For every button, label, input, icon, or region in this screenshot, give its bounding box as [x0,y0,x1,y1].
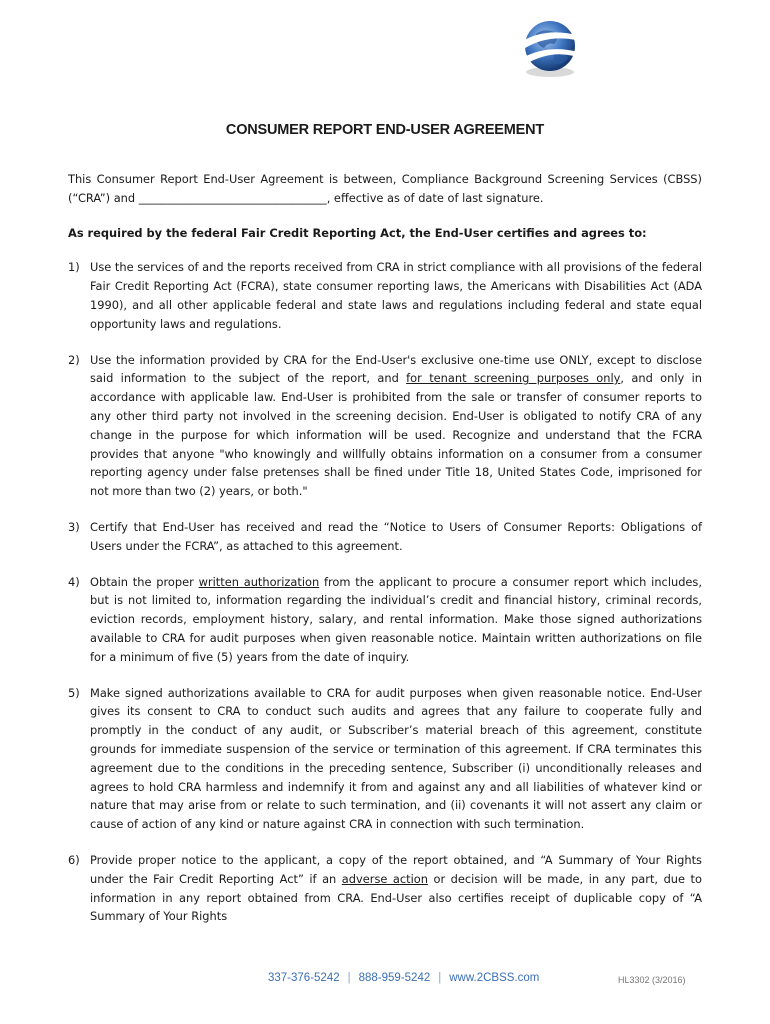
intro-paragraph: This Consumer Report End-User Agreement is between, Compliance Background Screening Services (CBSS) (“CRA”) and _________________________________, effective as of date of last signature. [68,172,702,205]
underlined-phrase: adverse action [341,871,428,886]
agreement-body [68,170,702,943]
item-text-part: Obtain the proper [90,574,199,589]
underlined-phrase: written authorization [198,574,320,589]
list-item [68,573,702,667]
list-item [68,684,702,834]
lead-statement: As required by the federal Fair Credit Reporting Act, the End-User certifies and agrees to: [68,225,647,240]
item-number: 4) [68,574,80,589]
list-item [68,851,702,926]
form-code: HL3302 (3/2016) [618,975,686,985]
document-title: CONSUMER REPORT END-USER AGREEMENT [225,122,545,138]
item-text [90,351,702,501]
website-link[interactable]: www.2CBSS.com [449,972,540,984]
item-text [90,573,702,667]
company-logo [514,14,714,82]
underlined-phrase: for tenant screening purposes only [406,371,621,386]
footer-separator: | [438,972,442,984]
item-text-part: from the applicant to procure a consumer report which includes, but is not limited to, information regarding the individual’s credit and financial history, criminal records, eviction records, employment history, salary, and rental information. Make those signed authorizations available to CRA for audit purposes when given reasonable notice. Maintain written authorizations on file for a minimum of five (5) years from the date of inquiry. [90,574,702,664]
item-text: Make signed authorizations available to CRA for audit purposes when given reasonable notice. End-User gives its consent to CRA to conduct such audits and agrees that any failure to cooperate fully and promptly in the conduct of any audit, or Subscriber’s material breach of this agreement, constitute grounds for immediate suspension of the service or termination of this agreement. If CRA terminates this agreement due to the conditions in the preceding sentence, Subscriber (i) unconditionally releases and agrees to hold CRA harmless and indemnify it from and against any and all liabilities of whatever kind or nature that may arise from or relate to such termination, and (ii) covenants it will not assert any claim or cause of action of any kind or nature against CRA in connection with such termination. [90,685,702,832]
footer-separator: | [347,972,351,984]
list-item [68,518,702,556]
list-item [68,351,702,501]
phone-number-2[interactable]: 888-959-5242 [358,972,431,984]
item-text-part: , and only in accordance with applicable law. End-User is prohibited from the sale or transfer of consumer reports to any other third party not involved in the screening decision. End-User is obligated to notify CRA of any change in the purpose for which information will be used. Recognize and understand that the FCRA provides that anyone "who knowingly and willfully obtains information on a consumer from a consumer reporting agency under false pretenses shall be fined under Title 18, United States Code, imprisoned for not more than two (2) years, or both." [90,371,702,499]
item-number: 2) [68,352,80,367]
globe-icon [514,14,584,82]
item-text: Use the services of and the reports received from CRA in strict compliance with all provisions of the federal Fair Credit Reporting Act (FCRA), state consumer reporting laws, the Americans with Disabilities Act (ADA 1990), and all other applicable federal and state laws and regulations including federal and state equal opportunity laws and regulations. [90,260,702,331]
item-text [90,851,702,926]
item-text-part: or decision will be made, in any part, due to information in any report obtained from CRA. End-User also certifies receipt of duplicable copy of “A Summary of Your Rights [90,871,702,924]
item-text-part: Use the information provided by CRA for the End-User's exclusive one-time use ONLY, except to disclose said information to the subject of the report, and [90,352,702,386]
footer-contact [268,972,539,984]
item-text-part: Provide proper notice to the applicant, a copy of the report obtained, and “A Summary of Your Rights under the Fair Credit Reporting Act” if an [90,852,702,886]
item-number: 1) [68,260,80,275]
item-text: Certify that End-User has received and read the “Notice to Users of Consumer Reports: Obligations of Users under the FCRA”, as attached to this agreement. [90,519,702,553]
item-number: 5) [68,685,80,700]
phone-number-1[interactable]: 337-376-5242 [268,972,340,984]
item-number: 6) [68,852,80,867]
item-number: 3) [68,519,80,534]
list-item [68,258,702,333]
